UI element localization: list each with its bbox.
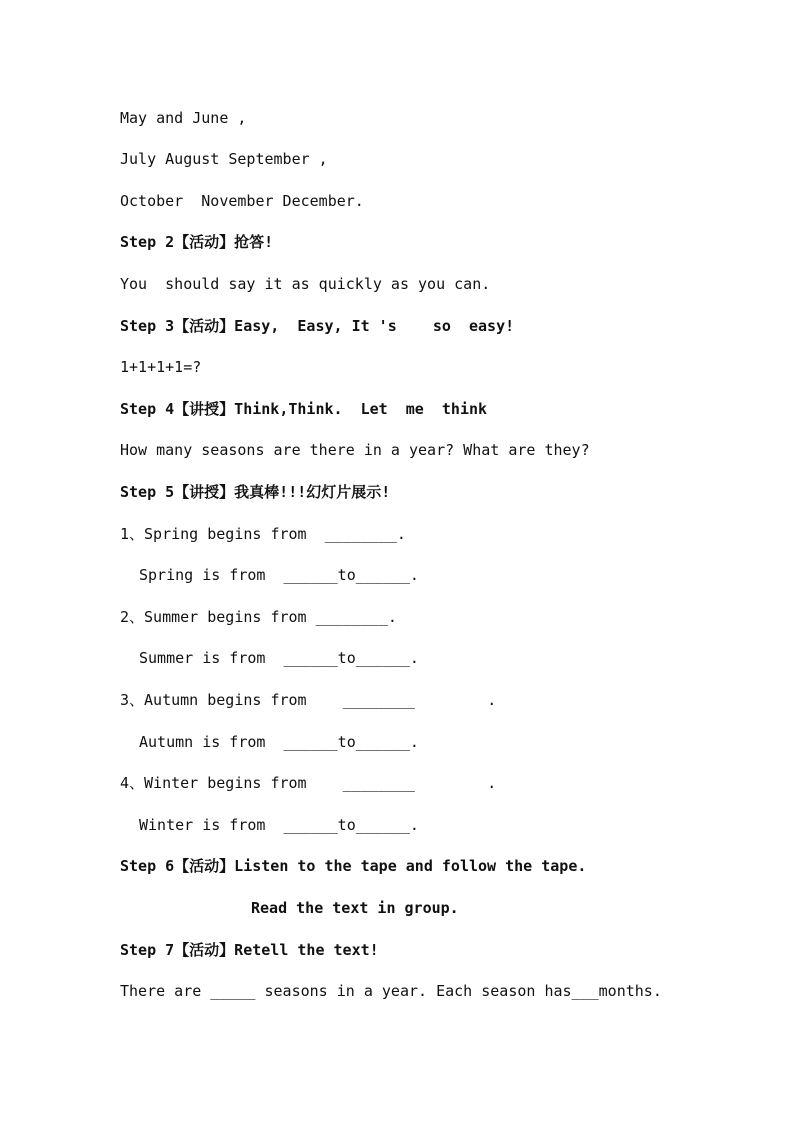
step-6-heading: Step 6【活动】Listen to the tape and follow the tape.	[120, 857, 587, 875]
autumn-range-line: Autumn is from ______to______.	[139, 733, 419, 751]
autumn-begins-line: 3、Autumn begins from ________ .	[120, 691, 497, 709]
step-3-heading: Step 3【活动】Easy, Easy, It 's so easy!	[120, 317, 515, 335]
summer-range-line: Summer is from ______to______.	[139, 649, 419, 667]
months-line-may-june: May and June ,	[120, 109, 247, 127]
spring-begins-line: 1、Spring begins from ________.	[120, 525, 406, 543]
summer-begins-line: 2、Summer begins from ________.	[120, 608, 397, 626]
step-2-heading: Step 2【活动】抢答!	[120, 233, 274, 251]
step-2-instruction: You should say it as quickly as you can.	[120, 275, 491, 293]
step-6-group-reading: Read the text in group.	[251, 899, 459, 917]
step-4-heading: Step 4【讲授】Think,Think. Let me think	[120, 400, 488, 418]
months-line-july-september: July August September ,	[120, 150, 328, 168]
spring-range-line: Spring is from ______to______.	[139, 566, 419, 584]
step-3-equation: 1+1+1+1=?	[120, 358, 202, 376]
step-4-question: How many seasons are there in a year? What are they?	[120, 441, 590, 459]
step-7-fill-in-sentence: There are _____ seasons in a year. Each season has___months.	[120, 982, 662, 1000]
winter-begins-line: 4、Winter begins from ________ .	[120, 774, 497, 792]
step-5-heading: Step 5【讲授】我真棒!!!幻灯片展示!	[120, 483, 391, 501]
step-7-heading: Step 7【活动】Retell the text!	[120, 941, 379, 959]
winter-range-line: Winter is from ______to______.	[139, 816, 419, 834]
months-line-october-december: October November December.	[120, 192, 364, 210]
